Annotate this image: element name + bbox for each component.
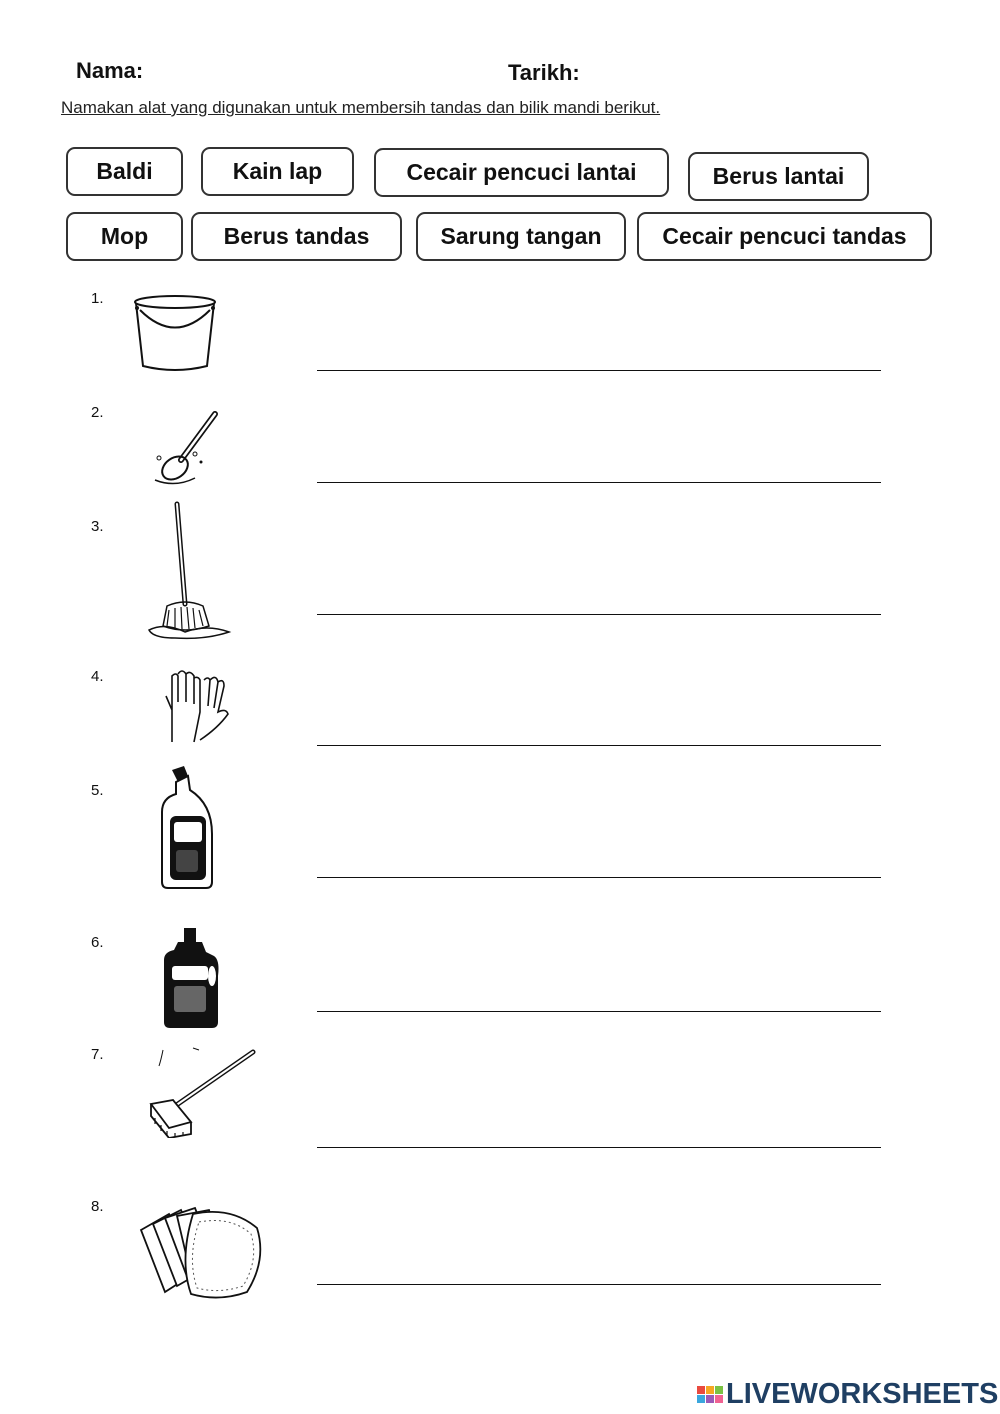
question-number-8: 8. bbox=[91, 1198, 104, 1215]
mop-icon bbox=[145, 500, 235, 642]
logo-text: LIVEWORKSHEETS bbox=[726, 1378, 999, 1410]
toilet-cleaner-bottle-icon bbox=[158, 764, 216, 890]
word-chip-mop[interactable]: Mop bbox=[66, 212, 183, 261]
question-number-3: 3. bbox=[91, 518, 104, 535]
name-label: Nama: bbox=[76, 58, 144, 83]
answer-line-5[interactable] bbox=[317, 877, 881, 878]
date-label: Tarikh: bbox=[508, 60, 580, 85]
question-number-7: 7. bbox=[91, 1046, 104, 1063]
word-chip-cecair-pencuci-lantai[interactable]: Cecair pencuci lantai bbox=[374, 148, 669, 197]
answer-line-1[interactable] bbox=[317, 370, 881, 371]
floor-cleaner-bottle-icon bbox=[160, 926, 222, 1030]
liveworksheets-logo bbox=[697, 1378, 998, 1411]
word-chip-cecair-pencuci-tandas[interactable]: Cecair pencuci tandas bbox=[637, 212, 932, 261]
answer-line-6[interactable] bbox=[317, 1011, 881, 1012]
question-number-6: 6. bbox=[91, 934, 104, 951]
bucket-icon bbox=[130, 290, 220, 374]
word-chip-berus-lantai[interactable]: Berus lantai bbox=[688, 152, 869, 201]
question-number-5: 5. bbox=[91, 782, 104, 799]
answer-line-2[interactable] bbox=[317, 482, 881, 483]
word-chip-kain-lap[interactable]: Kain lap bbox=[201, 147, 354, 196]
question-number-1: 1. bbox=[91, 290, 104, 307]
word-chip-baldi[interactable]: Baldi bbox=[66, 147, 183, 196]
instruction-text: Namakan alat yang digunakan untuk membersih tandas dan bilik mandi berikut. bbox=[61, 98, 661, 117]
answer-line-8[interactable] bbox=[317, 1284, 881, 1285]
gloves-icon bbox=[160, 666, 232, 744]
cleaning-cloths-icon bbox=[135, 1200, 271, 1310]
question-number-4: 4. bbox=[91, 668, 104, 685]
answer-line-7[interactable] bbox=[317, 1147, 881, 1148]
answer-line-4[interactable] bbox=[317, 745, 881, 746]
logo-blocks-icon bbox=[697, 1386, 723, 1403]
word-chip-berus-tandas[interactable]: Berus tandas bbox=[191, 212, 402, 261]
answer-line-3[interactable] bbox=[317, 614, 881, 615]
toilet-brush-icon bbox=[145, 408, 225, 488]
floor-brush-icon bbox=[145, 1046, 257, 1138]
question-number-2: 2. bbox=[91, 404, 104, 421]
word-chip-sarung-tangan[interactable]: Sarung tangan bbox=[416, 212, 626, 261]
